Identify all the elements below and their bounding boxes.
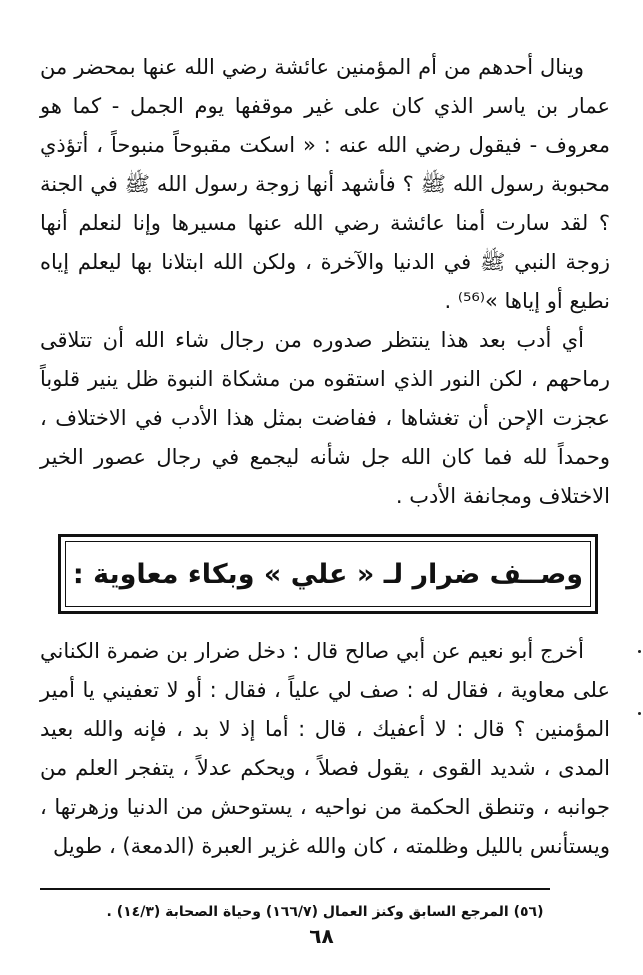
- paragraph-dirar: أخرج أبو نعيم عن أبي صالح قال : دخل ضرار بن ضمرة الكناني على معاوية ، فقال له : صف لي علياً ، فقال : أو لا تعفيني يا أمير المؤمنين ؟ قال : لا أعفيك ، قال : أما إذ لا بد ، فإنه والله بعيد المدى ، شديد القوى ، يقول فصلاً ، ويحكم عدلاً ، يتفجر العلم من جوانبه ، وتنطق الحكمة من نواحيه ، يستوحش من الدنيا وزهرتها ، ويستأنس بالليل وظلمته ، كان والله غزير العبرة (الدمعة) ، طويل: [40, 639, 610, 858]
- page-number: ٦٨: [309, 924, 334, 948]
- footnote-divider: [40, 888, 550, 890]
- paragraph-adab: أي أدب بعد هذا ينتظر صدوره من رجال شاء الله أن تتلاقى رماحهم ، لكن النور الذي استقوه من مشكاة النبوة ظل ينير قلوباً عجزت الإحن أن تغشاها ، ففاضت بمثل هذا الأدب في الاختلاف ، وحمداً لله فما كان الله جل شأنه ليجمع في رجال عصور الخير الاختلاف ومجانفة الأدب .: [40, 328, 610, 508]
- page-content: [40, 48, 610, 922]
- margin-mark: [638, 650, 641, 653]
- section-heading: وصــف ضرار لـ « علي » وبكاء معاوية :: [72, 558, 584, 590]
- section-heading-frame: [65, 541, 591, 607]
- paragraph-aisha: وينال أحدهم من أم المؤمنين عائشة رضي الله عنها بمحضر من عمار بن ياسر الذي كان على غير موقفها يوم الجمل - كما هو معروف - فيقول رضي الله عنه : « اسكت مقبوحاً منبوحاً ، أتؤذي محبوبة رسول الله ﷺ ؟ فأشهد أنها زوجة رسول الله ﷺ في الجنة ؟ لقد سارت أمنا عائشة رضي الله عنها مسيرها وإنا لنعلم أنها زوجة النبي ﷺ في الدنيا والآخرة ، ولكن الله ابتلانا بها ليعلم إياه نطيع أو إياها »⁽⁵⁶⁾ .: [40, 55, 610, 313]
- section-heading-box: [58, 534, 598, 614]
- margin-mark: [638, 712, 641, 715]
- footnote: (٥٦) المرجع السابق وكنز العمال (١٦٦/٧) وحياة الصحابة (١٤/٣) .: [106, 904, 544, 920]
